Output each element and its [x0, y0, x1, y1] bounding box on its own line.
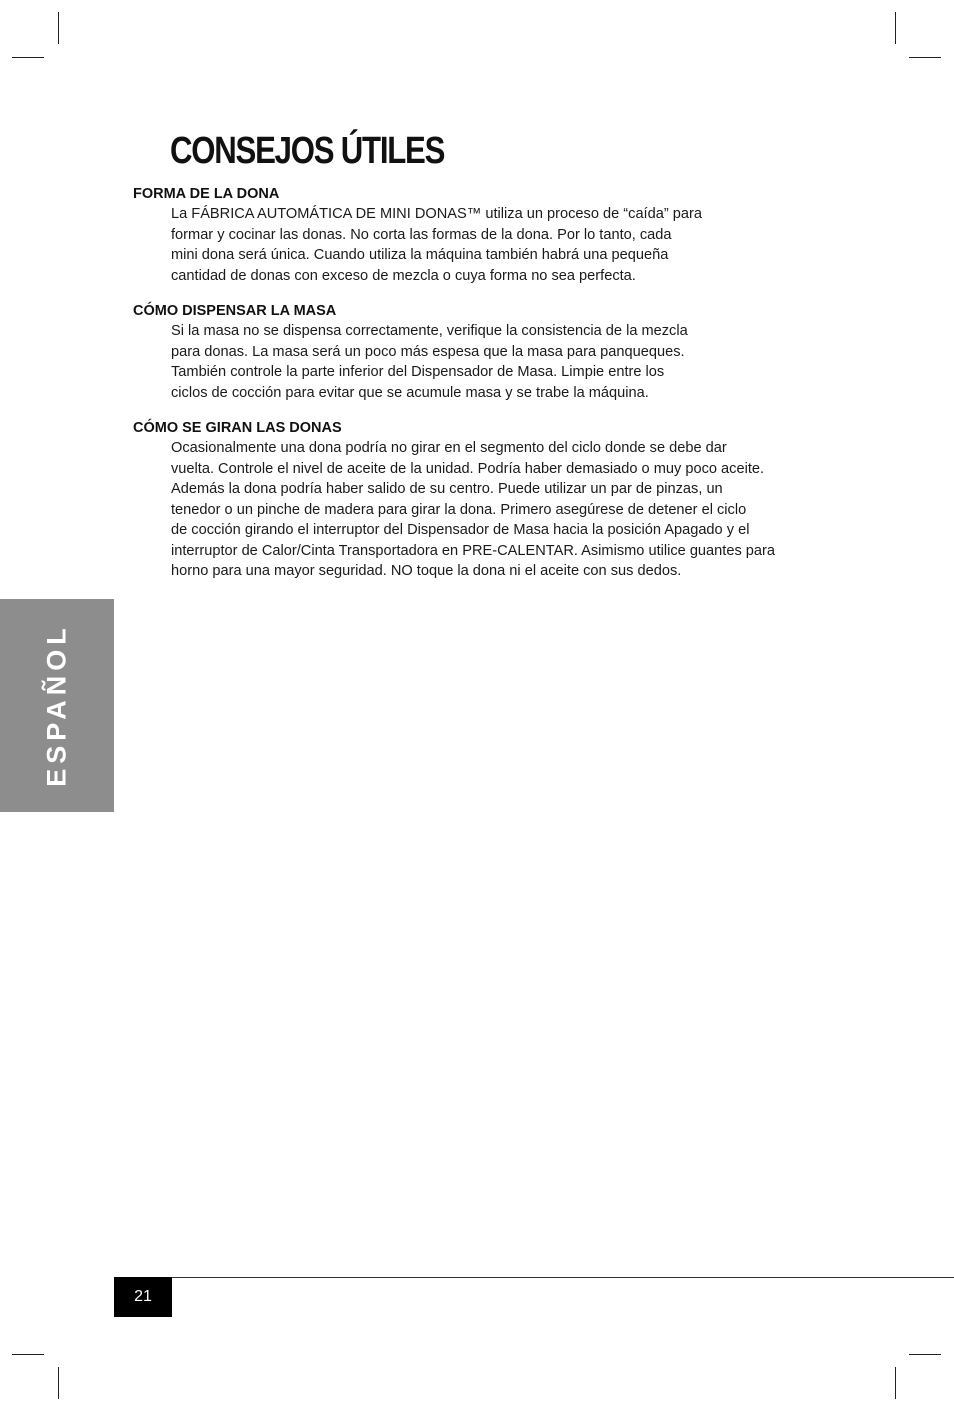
crop-mark-bottom-left-horizontal: [12, 1354, 44, 1355]
page-title: CONSEJOS ÚTILES: [170, 130, 445, 172]
body-line: También controle la parte inferior del Dispensador de Masa. Limpie entre los: [171, 364, 665, 380]
body-line: formar y cocinar las donas. No corta las formas de la dona. Por lo tanto, cada: [171, 226, 672, 243]
body-line: horno para una mayor seguridad. NO toque la dona ni el aceite con sus dedos.: [171, 563, 682, 579]
body-line: Además la dona podría haber salido de su centro. Puede utilizar un par de pinzas, un: [171, 481, 723, 497]
body-line: Ocasionalmente una dona podría no girar en el segmento del ciclo donde se debe dar: [171, 440, 727, 456]
crop-mark-bottom-left-vertical: [58, 1367, 59, 1399]
crop-mark-top-left-horizontal: [12, 57, 44, 58]
section-como-dispensar-la-masa: [133, 301, 833, 403]
section-como-se-giran-las-donas: [133, 418, 833, 582]
body-line: de cocción girando el interruptor del Dispensador de Masa hacia la posición Apagado y el: [171, 522, 750, 538]
crop-mark-bottom-right-vertical: [895, 1367, 896, 1399]
body-line: mini dona será única. Cuando utiliza la máquina también habrá una pequeña: [171, 247, 669, 263]
section-heading: FORMA DE LA DONA: [133, 186, 280, 202]
language-tab: [0, 599, 114, 812]
body-line: tenedor o un pinche de madera para girar la dona. Primero asegúrese de detener el ciclo: [171, 501, 747, 518]
body-line: ciclos de cocción para evitar que se acumule masa y se trabe la máquina.: [171, 384, 649, 401]
body-line: cantidad de donas con exceso de mezcla o cuya forma no sea perfecta.: [171, 267, 636, 284]
body-line: para donas. La masa será un poco más espesa que la masa para panqueques.: [171, 343, 685, 360]
crop-mark-top-left-vertical: [58, 12, 59, 44]
section-forma-de-la-dona: [133, 184, 833, 286]
section-body: [171, 321, 833, 403]
body-line: La FÁBRICA AUTOMÁTICA DE MINI DONAS™ utiliza un proceso de “caída” para: [171, 206, 702, 222]
body-line: Si la masa no se dispensa correctamente, verifique la consistencia de la mezcla: [171, 323, 688, 339]
crop-mark-top-right-horizontal: [909, 57, 941, 58]
section-body: [171, 204, 833, 286]
section-heading: CÓMO SE GIRAN LAS DONAS: [133, 420, 342, 436]
crop-mark-top-right-vertical: [895, 12, 896, 44]
crop-mark-bottom-right-horizontal: [909, 1354, 941, 1355]
section-body: [171, 438, 833, 582]
footer-rule: [114, 1277, 954, 1278]
section-heading: CÓMO DISPENSAR LA MASA: [133, 303, 337, 319]
page-number: 21: [114, 1277, 172, 1317]
body-line: interruptor de Calor/Cinta Transportadora en PRE-CALENTAR. Asimismo utilice guantes para: [171, 542, 776, 559]
body-line: vuelta. Controle el nivel de aceite de la unidad. Podría haber demasiado o muy poco aceite.: [171, 460, 765, 477]
language-tab-label: ESPAÑOL: [41, 623, 72, 787]
